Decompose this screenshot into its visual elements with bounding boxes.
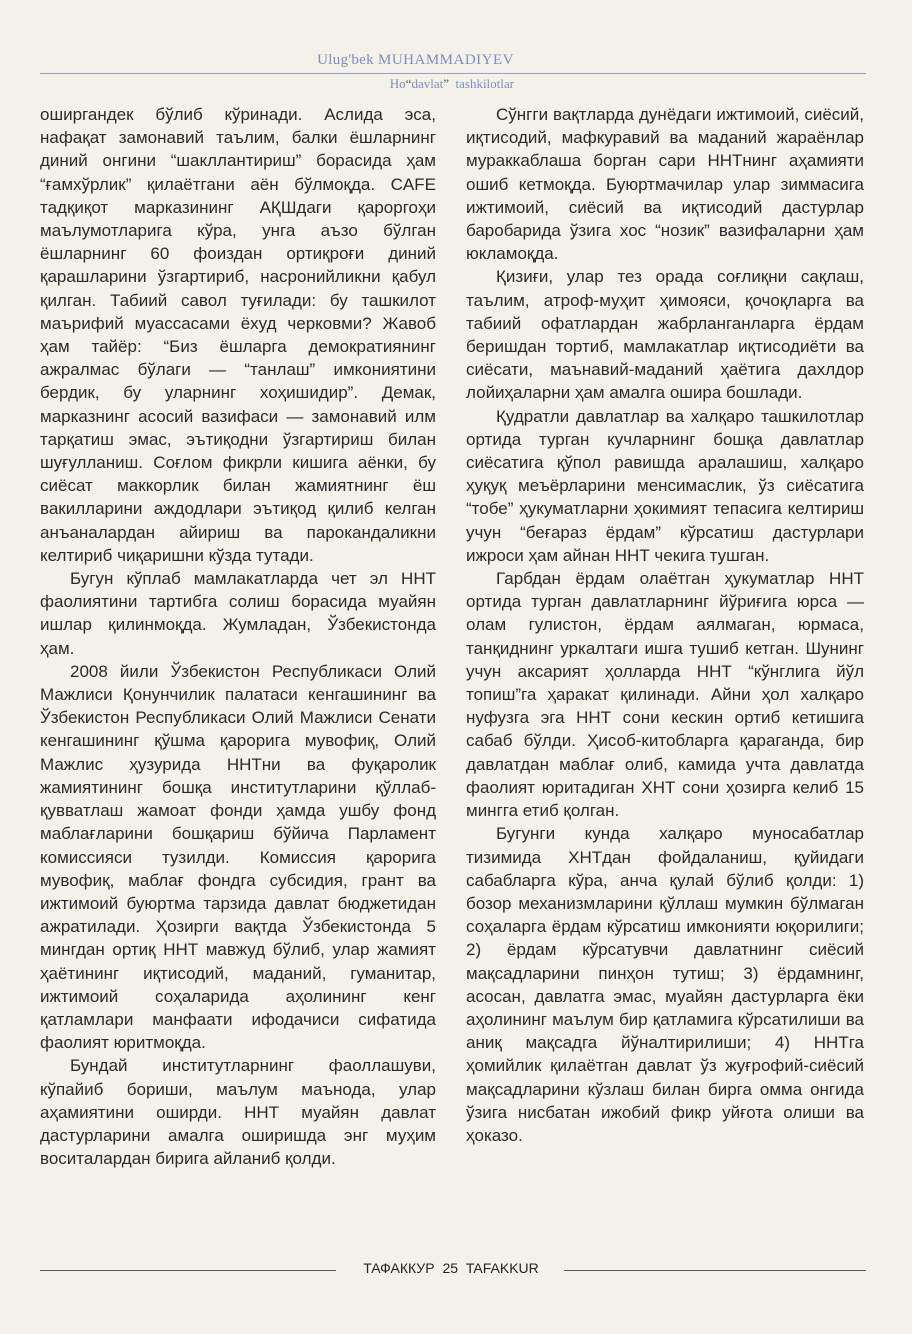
- footer-rule-left: [40, 1270, 336, 1271]
- paragraph: Сўнгги вақтларда дунёдаги ижтимоий, сиёсий, иқтисодий, мафкуравий ва маданий жараёнлар мураккаблаша борган сари ННТнинг аҳамияти ошиб кетмоқда. Буюртмачилар улар зиммасига ижтимоий, сиёсий ва иқтисодий дастурлар баробарида ўзига хос “нозик” вазифаларни ҳам юкламоқда.: [466, 105, 864, 264]
- journal-name-cyrillic: ТАФАККУР: [363, 1260, 435, 1276]
- paragraph: 2008 йили Ўзбекистон Республикаси Олий Мажлиси Қонунчилик палатаси кенгашининг ва Ўзбекистон Республикаси Олий Мажлиси Сенати кенгашининг қўшма қарорига мувофиқ, Олий Мажлис ҳузурида ННТни ва фуқаролик жамиятининг бошқа институтларини қўллаб-қувватлаш жамоат фонди ҳамда ушбу фонд маблағларини бошқариш бўйича Парламент комиссияси тузилди. Комиссия қарорига мувофиқ, маблағ фондга субсидия, грант ва ижтимоий буюртма тарзида давлат бюджетидан ажратилади. Ҳозирги вақтда Ўзбекистонда 5 мингдан ортиқ ННТ мавжуд бўлиб, улар жамият ҳаётининг иқтисодий, маданий, гуманитар, ижтимоий соҳаларида аҳолининг кенг қатламлари манфаати ифодачиси сифатида фаолият юритмоқда.: [40, 661, 436, 1053]
- left-column: [40, 103, 436, 1170]
- header-divider: [40, 73, 866, 74]
- article-title: Ho“davlat” tashkilotlar: [389, 76, 514, 91]
- author-name: [317, 52, 514, 69]
- paragraph: Бугунги кунда халқаро муносабатлар тизимида ХНТдан фойдаланиш, қуйидаги сабабларга кўра, анча қулай бўлиб қолди: 1) бозор механизмларини қўллаш мумкин бўлмаган соҳаларга ёрдам кўрсатиш имконияти юқорилиги; 2) ёрдам кўрсатувчи давлатнинг сиёсий мақсадларини пинҳон тутиш; 3) ёрдамнинг, асосан, давлатга эмас, муайян дастурларга ёки аҳолининг маълум бир қатламига кўрсатилиши ва аниқ мақсадга йўналтирилиши; 4) ННТга ҳомийлик қилаётган давлат ўз жуғрофий-сиёсий мақсадларини кўзлаш билан бирга омма онгида ўзига нисбатан ижобий фикр уйғота олиши ва ҳоказо.: [466, 824, 864, 1145]
- footer-text: [346, 1260, 556, 1276]
- paragraph: оширгандек бўлиб кўринади. Аслида эса, нафақат замонавий таълим, балки ёшларнинг диний онгини “шакллантириш” борасида ҳам “ғамхўрлик” қилаётгани аён бўлмоқда. CAFE тадқиқот марказининг АҚШдаги қароргоҳи маълумотларига кўра, унга аъзо бўлган ёшларнинг 60 фоиздан ортиқроғи диний қарашларини ўзгартириб, насронийликни қабул қилган. Табиий савол туғилади: бу ташкилот маърифий муассасами ёхуд черковми? Жавоб ҳам тайёр: “Биз ёшларга демократиянинг ажралмас бўлаги — “танлаш” имкониятини бердик, бу уларнинг хоҳишидир”. Демак, марказнинг асосий вазифаси — замонавий илм тарқатиш эмас, эътиқодни ўзгартириш билан шуғулланиш. Соғлом фикрли кишига аёнки, бу сиёсат маккорлик билан жамиятнинг ёш вакилларини аждодлари эътиқод қилиб келган анъаналардан айириш ва парокандаликни келтириб чиқаришни кўзда тутади.: [40, 105, 436, 565]
- paragraph: Бугун кўплаб мамлакатларда чет эл ННТ фаолиятини тартибга солиш борасида муайян ишлар қилинмоқда. Жумладан, Ўзбекистонда ҳам.: [40, 569, 436, 658]
- article-title-start: Ho: [389, 76, 406, 91]
- page-footer: [40, 1260, 866, 1280]
- paragraph: Қудратли давлатлар ва халқаро ташкилотлар ортида турган кучларнинг бошқа давлатлар сиёсатига қўпол равишда аралашиш, халқаро ҳуқуқ меъёрларини менсимаслик, ўз сиёсатига “тобе” ҳукуматларни ҳокимият тепасига келтириш учун “беғараз ёрдам” кўрсатиш дастурлари ижроси ҳам айнан ННТ чекига тушган.: [466, 406, 864, 565]
- article-title-end: tashkilotlar: [455, 76, 514, 91]
- right-column: [466, 103, 864, 1147]
- paragraph: Бундай институтларнинг фаоллашуви, кўпайиб бориши, маълум маънода, улар аҳамиятини оширди. ННТ муайян давлат дастурларини амалга оширишда энг муҳим воситалардан бирига айланиб қолди.: [40, 1056, 436, 1169]
- page-number: 25: [442, 1260, 459, 1276]
- article-title-quoted: davlat: [411, 76, 444, 91]
- paragraph: Гарбдан ёрдам олаётган ҳукуматлар ННТ ортида турган давлатларнинг йўриғига юрса — олам гулистон, ёрдам аялмаган, юрмаса, танқиднинг уркалтаги ишга тушиб кетган. Шунинг учун аксарият ҳолларда ННТ “кўнглига йўл топиш”га ҳаракат қилинади. Айни ҳол халқаро нуфузга эга ННТ сони кескин ортиб кетишига сабаб бўлди. Ҳисоб-китобларга қараганда, бир давлатдан маблағ олиб, камида учта давлатда фаолият юритадиган ХНТ сони ҳозирга келиб 15 мингга етиб қолган.: [466, 569, 864, 821]
- author-first-name: Ulug'bek: [317, 52, 374, 68]
- author-last-name: MUHAMMADIYEV: [378, 52, 514, 68]
- footer-rule-right: [564, 1270, 866, 1271]
- paragraph: Қизиғи, улар тез орада соғлиқни сақлаш, таълим, атроф-муҳит ҳимояси, қочоқларга ва табиий офатлардан жабрланганларга ёрдам беришдан тортиб, мамлакатлар иқтисодиёти ва сиёсати, маънавий-маданий ҳаётига дахлдор лойиҳаларни ҳам амалга ошира бошлади.: [466, 267, 864, 403]
- journal-name-latin: TAFAKKUR: [465, 1260, 539, 1276]
